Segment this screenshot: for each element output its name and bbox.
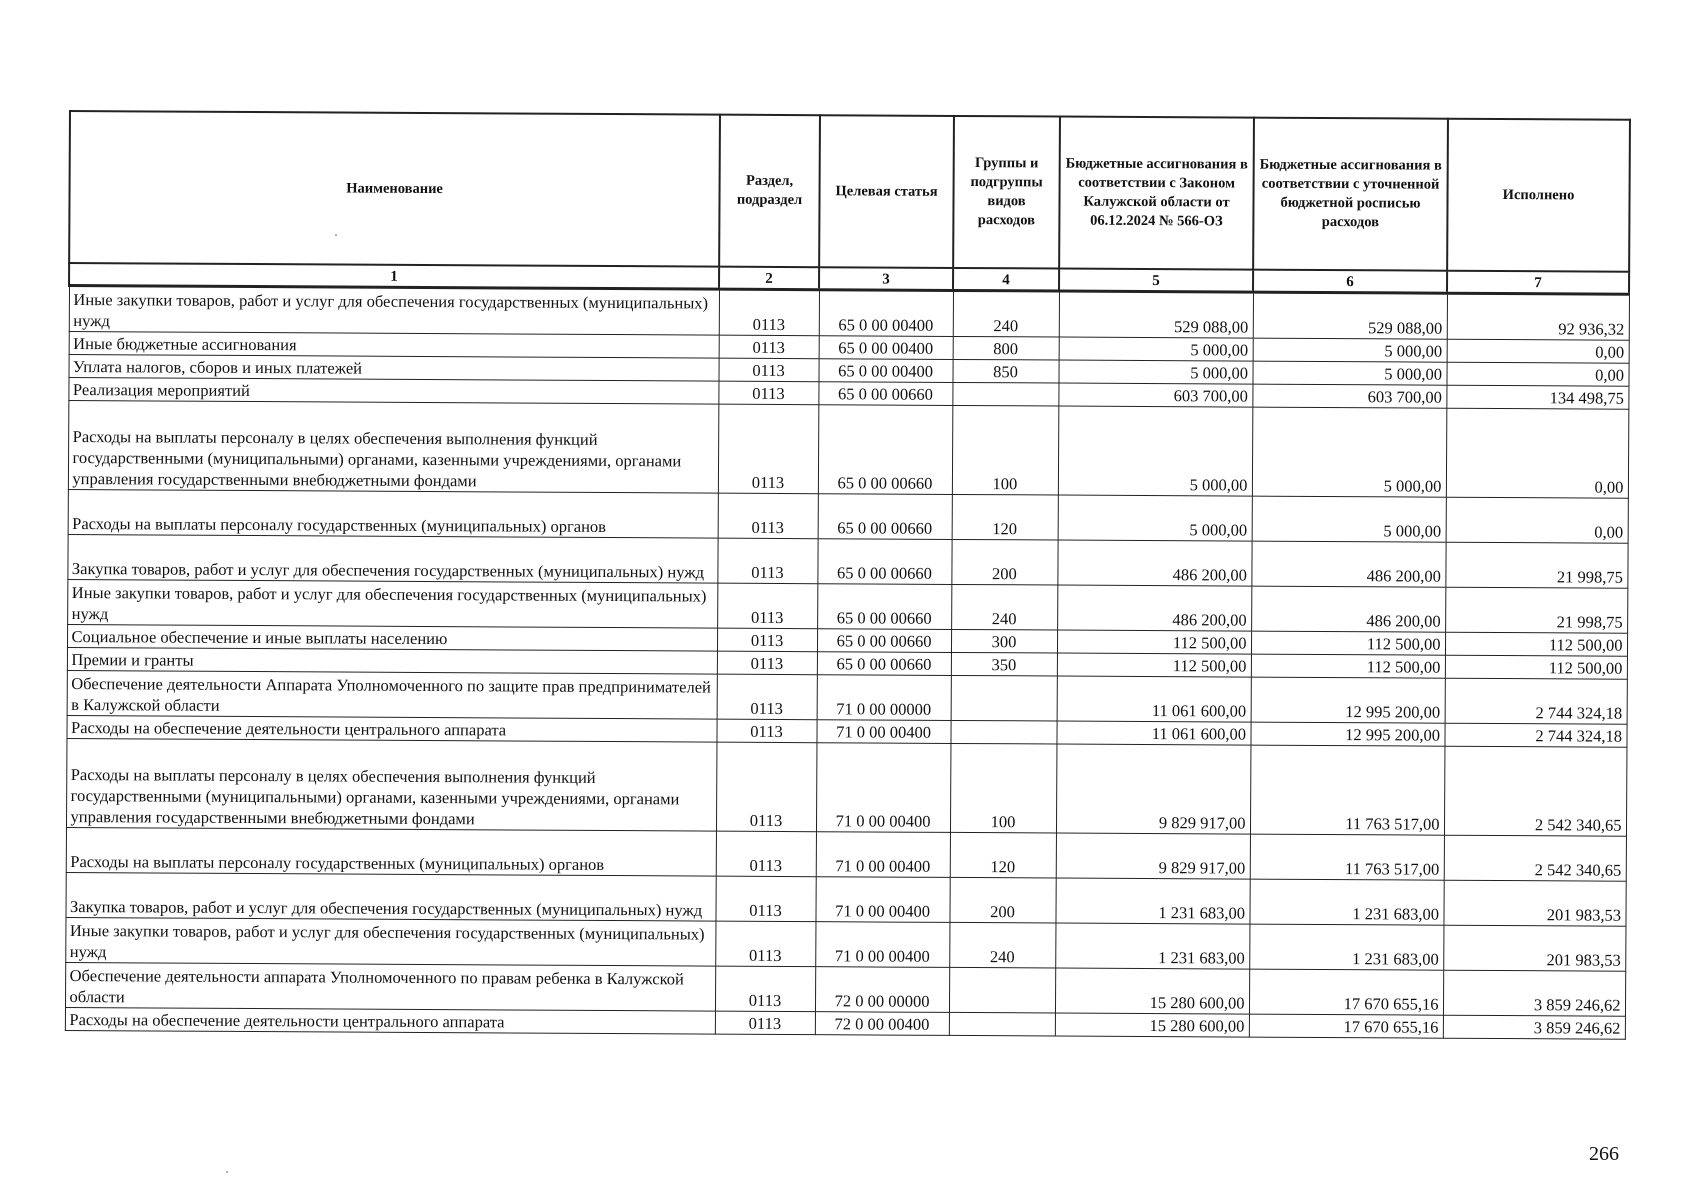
- row-executed-amount: 112 500,00: [1445, 655, 1627, 679]
- column-header-group: Группы и подгруппы видов расходов: [953, 116, 1060, 269]
- row-section: 0113: [718, 404, 818, 494]
- table-row: [65, 872, 1625, 926]
- row-section: 0113: [717, 538, 817, 584]
- row-name: Иные закупки товаров, работ и услуг для обеспечения государственных (муниципальных) нужд: [67, 579, 717, 628]
- row-section: 0113: [717, 674, 817, 720]
- scan-speck: [335, 234, 337, 236]
- row-law-amount: 15 280 600,00: [1055, 1013, 1249, 1037]
- row-group: [949, 967, 1055, 1013]
- row-revised-amount: 1 231 683,00: [1249, 879, 1443, 925]
- row-executed-amount: 112 500,00: [1445, 632, 1627, 656]
- row-article: 65 0 00 00660: [817, 539, 951, 585]
- row-executed-amount: 201 983,53: [1443, 925, 1625, 971]
- row-section: 0113: [718, 358, 818, 382]
- column-header-section: Раздел, подраздел: [719, 115, 820, 268]
- row-revised-amount: 5 000,00: [1253, 338, 1447, 362]
- row-section: 0113: [717, 651, 817, 675]
- row-law-amount: 9 829 917,00: [1056, 744, 1250, 834]
- row-law-amount: 5 000,00: [1058, 406, 1252, 496]
- row-name: Обеспечение деятельности Аппарата Уполномоченного по защите прав предпринимателей в Калужской области: [67, 670, 717, 719]
- row-article: 65 0 00 00660: [817, 584, 951, 630]
- row-article: 65 0 00 00660: [818, 382, 952, 406]
- row-law-amount: 1 231 683,00: [1055, 923, 1249, 969]
- row-revised-amount: 11 763 517,00: [1250, 834, 1444, 880]
- row-name: Расходы на выплаты персоналу в целях обеспечения выполнения функций государственными (муниципальными) органами, казенными учреждениями, органами управления государственными внебюджетными фондами: [66, 738, 716, 831]
- row-section: 0113: [719, 289, 819, 336]
- row-article: 72 0 00 00000: [815, 967, 949, 1013]
- row-executed-amount: 2 542 340,65: [1444, 746, 1626, 836]
- table-row: [68, 489, 1628, 543]
- row-article: 65 0 00 00400: [819, 290, 953, 337]
- row-article: 65 0 00 00660: [818, 405, 952, 495]
- row-section: 0113: [715, 921, 815, 967]
- column-number: 3: [819, 267, 953, 290]
- column-header-name: Наименование: [69, 111, 720, 267]
- row-executed-amount: 92 936,32: [1447, 293, 1629, 340]
- row-section: 0113: [717, 628, 817, 652]
- row-name: Обеспечение деятельности аппарата Уполномоченного по правам ребенка в Калужской области: [65, 962, 715, 1011]
- row-group: 100: [950, 743, 1056, 833]
- row-name: Реализация мероприятий: [68, 378, 718, 405]
- table-row: [66, 827, 1626, 881]
- row-group: 200: [951, 539, 1057, 585]
- row-group: 300: [951, 629, 1057, 653]
- row-name: Премии и гранты: [67, 647, 717, 674]
- column-header-revised-allocation: Бюджетные ассигнования в соответствии с уточненной бюджетной росписью расходов: [1253, 118, 1448, 271]
- row-law-amount: 486 200,00: [1057, 585, 1251, 631]
- column-number: 4: [953, 268, 1059, 291]
- row-name: Иные бюджетные ассигнования: [69, 332, 719, 359]
- row-group: [949, 1012, 1055, 1036]
- row-law-amount: 5 000,00: [1058, 360, 1252, 384]
- row-section: 0113: [719, 335, 819, 359]
- row-executed-amount: 0,00: [1446, 408, 1628, 498]
- table-body: [65, 286, 1629, 1040]
- row-law-amount: 112 500,00: [1057, 630, 1251, 654]
- row-law-amount: 603 700,00: [1058, 383, 1252, 407]
- row-name: Иные закупки товаров, работ и услуг для обеспечения государственных (муниципальных) нужд: [69, 286, 719, 336]
- scan-speck: [226, 1171, 228, 1173]
- table-header: [69, 111, 1630, 294]
- row-law-amount: 11 061 600,00: [1057, 676, 1251, 722]
- row-revised-amount: 5 000,00: [1252, 407, 1446, 497]
- row-section: 0113: [716, 719, 816, 743]
- row-revised-amount: 5 000,00: [1252, 361, 1446, 385]
- row-name: Социальное обеспечение и иные выплаты населению: [67, 624, 717, 651]
- row-group: [950, 720, 1056, 744]
- row-executed-amount: 2 744 324,18: [1444, 723, 1626, 747]
- page-number: 266: [1589, 1143, 1619, 1165]
- column-header-executed: Исполнено: [1447, 119, 1630, 272]
- row-name: Расходы на обеспечение деятельности центрального аппарата: [65, 1007, 715, 1034]
- row-revised-amount: 112 500,00: [1251, 631, 1445, 655]
- row-section: 0113: [718, 381, 818, 405]
- row-law-amount: 11 061 600,00: [1056, 721, 1250, 745]
- row-group: 100: [952, 405, 1058, 495]
- row-revised-amount: 486 200,00: [1251, 541, 1445, 587]
- budget-table: [64, 110, 1631, 1040]
- row-article: 65 0 00 00400: [819, 336, 953, 360]
- row-revised-amount: 12 995 200,00: [1251, 677, 1445, 723]
- row-law-amount: 9 829 917,00: [1056, 833, 1250, 879]
- row-group: [952, 382, 1058, 406]
- row-group: 350: [951, 652, 1057, 676]
- row-executed-amount: 0,00: [1446, 362, 1628, 386]
- table-row: [67, 534, 1627, 588]
- row-article: 71 0 00 00400: [816, 743, 950, 833]
- row-article: 65 0 00 00660: [818, 494, 952, 540]
- row-article: 65 0 00 00660: [817, 629, 951, 653]
- table-row: [66, 738, 1626, 836]
- row-executed-amount: 21 998,75: [1445, 542, 1627, 588]
- row-revised-amount: 1 231 683,00: [1249, 924, 1443, 970]
- row-revised-amount: 486 200,00: [1251, 586, 1445, 632]
- column-number: 2: [719, 267, 819, 290]
- row-executed-amount: 134 498,75: [1446, 385, 1628, 409]
- column-number: 7: [1447, 271, 1629, 295]
- row-section: 0113: [715, 876, 815, 922]
- row-article: 71 0 00 00400: [816, 832, 950, 878]
- row-name: Закупка товаров, работ и услуг для обеспечения государственных (муниципальных) нужд: [65, 872, 715, 921]
- row-law-amount: 1 231 683,00: [1055, 878, 1249, 924]
- row-name: Расходы на выплаты персоналу в целях обеспечения выполнения функций государственными (муниципальными) органами, казенными учреждениями, органами управления государственными внебюджетными фондами: [68, 401, 718, 494]
- row-law-amount: 112 500,00: [1057, 653, 1251, 677]
- row-name: Расходы на выплаты персоналу государственных (муниципальных) органов: [66, 827, 716, 876]
- row-section: 0113: [715, 966, 815, 1012]
- row-law-amount: 529 088,00: [1059, 291, 1253, 338]
- row-executed-amount: 2 542 340,65: [1444, 835, 1626, 881]
- row-revised-amount: 17 670 655,16: [1249, 1014, 1443, 1038]
- row-executed-amount: 201 983,53: [1443, 880, 1625, 926]
- row-group: 240: [951, 584, 1057, 630]
- row-revised-amount: 603 700,00: [1252, 384, 1446, 408]
- row-article: 71 0 00 00400: [815, 877, 949, 923]
- row-executed-amount: 21 998,75: [1445, 587, 1627, 633]
- row-executed-amount: 0,00: [1447, 339, 1629, 363]
- row-revised-amount: 112 500,00: [1251, 654, 1445, 678]
- column-number: 6: [1253, 270, 1447, 294]
- table-row: [68, 401, 1628, 499]
- row-executed-amount: 3 859 246,62: [1443, 970, 1625, 1016]
- column-number: 1: [69, 263, 719, 289]
- row-section: 0113: [717, 583, 817, 629]
- row-section: 0113: [715, 1011, 815, 1035]
- row-revised-amount: 17 670 655,16: [1249, 969, 1443, 1015]
- row-revised-amount: 12 995 200,00: [1250, 722, 1444, 746]
- column-header-article: Целевая статья: [819, 115, 954, 268]
- row-group: 850: [952, 359, 1058, 383]
- row-name: Уплата налогов, сборов и иных платежей: [69, 355, 719, 382]
- row-law-amount: 5 000,00: [1059, 337, 1253, 361]
- row-article: 71 0 00 00400: [816, 720, 950, 744]
- row-name: Расходы на выплаты персоналу государственных (муниципальных) органов: [68, 489, 718, 538]
- row-name: Иные закупки товаров, работ и услуг для обеспечения государственных (муниципальных) нужд: [65, 917, 715, 966]
- row-article: 65 0 00 00660: [817, 652, 951, 676]
- row-executed-amount: 0,00: [1446, 497, 1628, 543]
- row-group: 120: [952, 494, 1058, 540]
- row-group: 240: [953, 290, 1059, 337]
- row-law-amount: 486 200,00: [1057, 540, 1251, 586]
- row-article: 65 0 00 00400: [818, 359, 952, 383]
- row-group: 240: [949, 922, 1055, 968]
- row-executed-amount: 2 744 324,18: [1445, 678, 1627, 724]
- row-revised-amount: 529 088,00: [1253, 292, 1447, 339]
- row-name: Закупка товаров, работ и услуг для обеспечения государственных (муниципальных) нужд: [67, 534, 717, 583]
- column-number: 5: [1059, 269, 1253, 293]
- row-section: 0113: [716, 742, 816, 832]
- row-law-amount: 5 000,00: [1058, 495, 1252, 541]
- row-article: 71 0 00 00000: [817, 675, 951, 721]
- column-header-law-allocation: Бюджетные ассигнования в соответствии с Законом Калужской области от 06.12.2024 № 566-ОЗ: [1059, 117, 1254, 270]
- row-law-amount: 15 280 600,00: [1055, 968, 1249, 1014]
- row-group: [951, 675, 1057, 721]
- row-executed-amount: 3 859 246,62: [1443, 1015, 1625, 1039]
- row-revised-amount: 11 763 517,00: [1250, 745, 1444, 835]
- row-group: 200: [949, 877, 1055, 923]
- row-section: 0113: [718, 493, 818, 539]
- row-article: 71 0 00 00400: [815, 922, 949, 968]
- row-revised-amount: 5 000,00: [1252, 496, 1446, 542]
- row-article: 72 0 00 00400: [815, 1012, 949, 1036]
- row-group: 800: [953, 336, 1059, 360]
- row-section: 0113: [716, 831, 816, 877]
- row-group: 120: [950, 832, 1056, 878]
- row-name: Расходы на обеспечение деятельности центрального аппарата: [66, 715, 716, 742]
